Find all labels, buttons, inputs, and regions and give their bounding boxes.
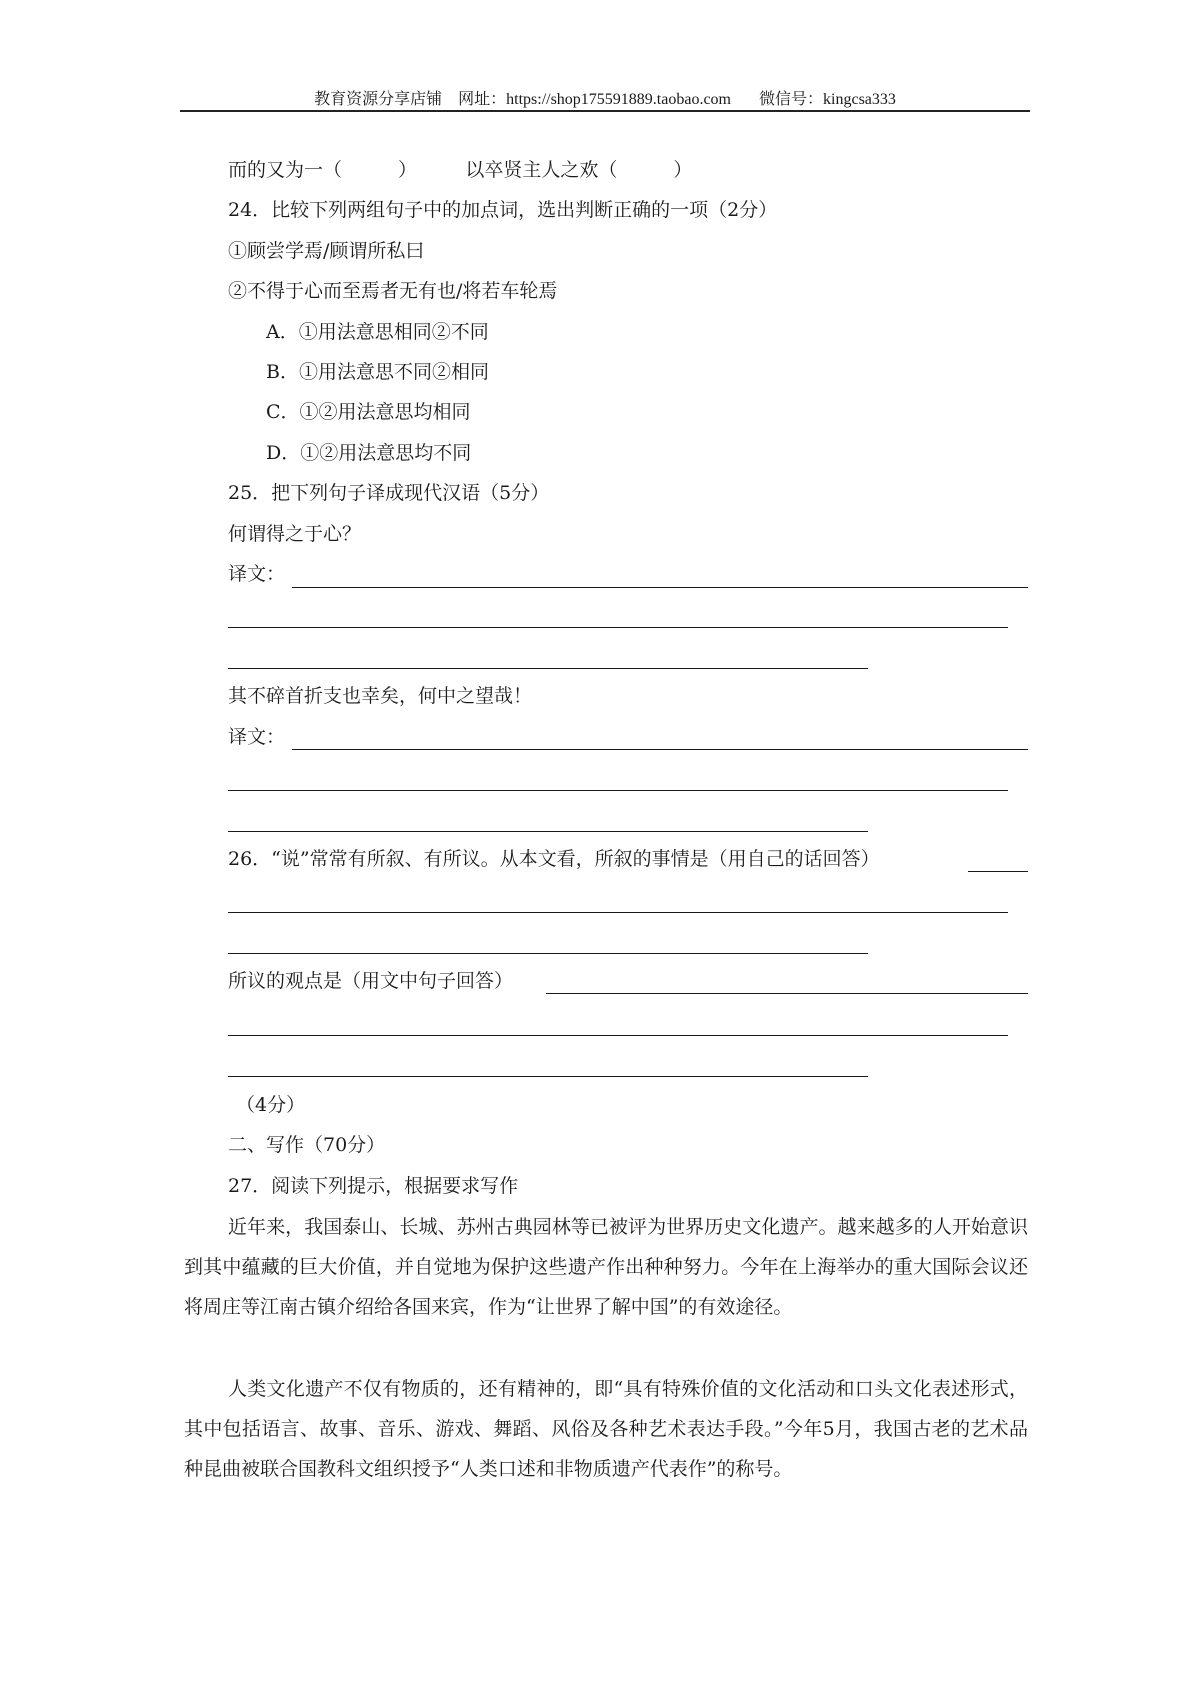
answer-line (228, 1076, 868, 1077)
site-url: https://shop175591889.taobao.com (506, 91, 731, 108)
answer-line (292, 749, 1028, 750)
q24-pair-2: ②不得于心而至焉者无有也/将若车轮焉 (228, 280, 558, 302)
q27-stem: 27．阅读下列提示，根据要求写作 (228, 1175, 519, 1197)
q25-stem: 25．把下列句子译成现代汉语（5分） (228, 482, 550, 504)
shop-name: 教育资源分享店铺 (314, 91, 443, 108)
header-rule (180, 110, 1030, 112)
section-title: 二、写作（70分） (228, 1134, 386, 1156)
wechat-id: kingcsa333 (823, 91, 896, 108)
q26-stem: 26．“说”常常有所叙、有所议。从本文看，所叙的事情是（用自己的话回答） (228, 848, 880, 870)
q24-option-a: A．①用法意思相同②不同 (266, 321, 489, 343)
q26-part-2: 所议的观点是（用文中句子回答） (228, 970, 514, 992)
page-header (180, 86, 1030, 109)
q26-score: （4分） (236, 1094, 306, 1116)
answer-line (292, 587, 1028, 588)
q27-paragraph-1: 近年来，我国泰山、长城、苏州古典园林等已被评为世界历史文化遗产。越来越多的人开始意识到其中蕴藏的巨大价值，并自觉地为保护这些遗产作出种种努力。今年在上海举办的重大国际会议还将周庄等江南古镇介绍给各国来宾，作为“让世界了解中国”的有效途径。 (184, 1216, 1028, 1318)
q27-paragraph-2: 人类文化遗产不仅有物质的，还有精神的，即“具有特殊价值的文化活动和口头文化表述形式，其中包括语言、故事、音乐、游戏、舞蹈、风俗及各种艺术表达手段。”今年5月，我国古老的艺术品种昆曲被联合国教科文组织授予“人类口述和非物质遗产代表作”的称号。 (184, 1378, 1028, 1480)
answer-line (228, 831, 868, 832)
q24-option-d: D．①②用法意思均不同 (266, 442, 472, 464)
translation-label: 译文： (228, 563, 286, 585)
answer-line (228, 1035, 1008, 1036)
answer-line (968, 871, 1028, 872)
q24-option-c: C．①②用法意思均相同 (266, 401, 471, 423)
answer-line (228, 912, 1008, 913)
q23-item-2: 以卒贤主人之欢（ (465, 159, 618, 181)
q24-pair-1: ①顾尝学焉/顾谓所私曰 (228, 240, 425, 262)
q23-item-1: 而的又为一（ (228, 159, 343, 181)
site-label: 网址： (458, 91, 507, 108)
wechat-label: 微信号： (759, 91, 824, 108)
answer-line (546, 993, 1028, 994)
answer-line (228, 790, 1008, 791)
answer-line (228, 668, 868, 669)
answer-line (228, 953, 868, 954)
q23-items-line (228, 158, 692, 182)
q23-item-1-close: ） (398, 159, 418, 181)
translation-label: 译文： (228, 726, 286, 748)
q25-sentence-1: 何谓得之于心？ (228, 523, 362, 545)
q23-item-2-close: ） (673, 159, 693, 181)
q24-option-b: B．①用法意思不同②相同 (266, 361, 489, 383)
q25-sentence-2: 其不碎首折支也幸矣，何中之望哉！ (228, 685, 533, 707)
answer-line (228, 627, 1008, 628)
q24-stem: 24．比较下列两组句子中的加点词，选出判断正确的一项（2分） (228, 199, 778, 221)
